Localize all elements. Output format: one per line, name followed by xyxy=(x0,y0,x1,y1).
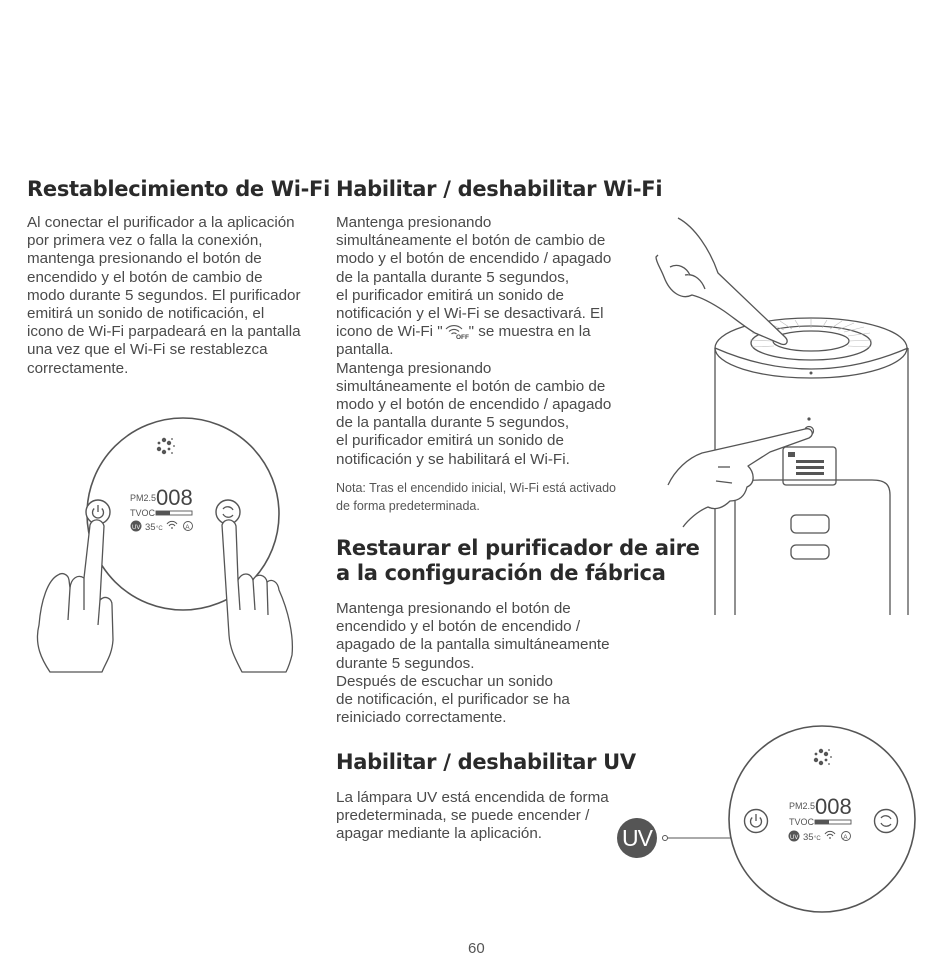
temp-value: 35 xyxy=(145,522,156,533)
text-line: Mantenga presionando xyxy=(336,214,492,231)
text-line: modo y el botón de encendido / apagado xyxy=(336,250,612,268)
text-line: de notificación, el purificador se ha xyxy=(336,691,570,709)
tvoc-bar-fill xyxy=(156,511,170,515)
purifier-press-illustration xyxy=(650,215,920,620)
wifi-toggle-text xyxy=(336,214,641,469)
text-line: predeterminada, se puede encender / xyxy=(336,807,590,825)
text-line: correctamente. xyxy=(27,359,129,377)
pm-label: PM2.5 xyxy=(130,493,157,503)
text-line: emitirá un sonido de notificación, el xyxy=(27,305,265,323)
uv-chip-label: UV xyxy=(790,835,799,841)
auto-chip-label: A xyxy=(185,524,190,531)
handle-top xyxy=(791,515,829,533)
icon-line-suffix: " se muestra en la xyxy=(468,323,591,341)
text-line: icono de Wi-Fi parpadeará en la pantalla xyxy=(27,323,301,341)
temp-unit: °C xyxy=(814,836,821,842)
pm-value: 008 xyxy=(815,794,852,819)
top-hand xyxy=(656,218,787,344)
wifi-icon-line xyxy=(336,323,641,341)
icon-line-prefix: icono de Wi-Fi " xyxy=(336,323,443,341)
text-line: Después de escuchar un sonido xyxy=(336,672,553,690)
title-line: a la configuración de fábrica xyxy=(336,561,666,585)
auto-chip-label: A xyxy=(843,834,848,841)
uv-chip-label: UV xyxy=(132,525,141,531)
text-line: encendido y el botón de encendido / xyxy=(336,618,581,636)
uv-toggle-title: Habilitar / deshabilitar UV xyxy=(336,750,636,774)
left-hand xyxy=(37,520,113,672)
text-line: por primera vez o falla la conexión, xyxy=(27,232,263,250)
text-line: el purificador emitirá un sonido de xyxy=(336,286,564,304)
temp-value: 35 xyxy=(803,832,814,843)
uv-toggle-text xyxy=(336,789,626,844)
pm-value: 008 xyxy=(156,485,193,510)
text-line: La lámpara UV está encendida de forma xyxy=(336,789,609,806)
text-line: una vez que el Wi-Fi se restablezca xyxy=(27,341,268,359)
text-line: el purificador emitirá un sonido de xyxy=(336,432,564,450)
text-line: de la pantalla durante 5 segundos, xyxy=(336,414,570,432)
text-line: durante 5 segundos. xyxy=(336,654,475,672)
temp-unit: °C xyxy=(156,526,163,532)
note-line: Nota: Tras el encendido inicial, Wi-Fi está activado xyxy=(336,481,616,495)
text-line: simultáneamente el botón de cambio de xyxy=(336,232,606,250)
text-line: apagado de la pantalla simultáneamente xyxy=(336,636,610,654)
text-line: de la pantalla durante 5 segundos, xyxy=(336,268,570,286)
text-line: pantalla. xyxy=(336,341,394,359)
text-line: modo y el botón de encendido / apagado xyxy=(336,396,612,414)
title-line: Restaurar el purificador de aire xyxy=(336,536,700,560)
text-line: notificación y el Wi-Fi se desactivará. El xyxy=(336,305,604,323)
text-line: reiniciado correctamente. xyxy=(336,709,507,727)
wifi-reset-title: Restablecimiento de Wi-Fi xyxy=(27,177,330,201)
uv-panel-illustration xyxy=(655,722,925,922)
text-line: mantenga presionando el botón de xyxy=(27,250,262,268)
page-number: 60 xyxy=(468,940,485,957)
side-hand xyxy=(668,429,812,527)
wifi-reset-text xyxy=(27,214,327,378)
tvoc-label: TVOC xyxy=(789,817,815,827)
wifi-note xyxy=(336,479,646,515)
tvoc-bar-fill xyxy=(815,820,829,824)
text-line: Mantenga presionando el botón de xyxy=(336,600,571,617)
handle-bottom xyxy=(791,545,829,559)
text-line: notificación y se habilitará el Wi-Fi. xyxy=(336,450,570,468)
text-line: simultáneamente el botón de cambio de xyxy=(336,377,606,395)
text-line: encendido y el botón de cambio de xyxy=(27,268,263,286)
wifi-off-label: OFF xyxy=(455,334,469,340)
control-panel-press-illustration xyxy=(20,410,310,675)
text-line: Mantenga presionando xyxy=(336,359,492,377)
pointer-dot xyxy=(663,836,668,841)
text-line: modo durante 5 segundos. El purificador xyxy=(27,286,301,304)
uv-badge: UV xyxy=(617,818,657,858)
text-line: Al conectar el purificador a la aplicación xyxy=(27,214,295,231)
wifi-toggle-title: Habilitar / deshabilitar Wi-Fi xyxy=(336,177,663,201)
text-line: apagar mediante la aplicación. xyxy=(336,825,543,843)
factory-reset-title xyxy=(336,536,700,586)
mode-button xyxy=(875,810,898,833)
wifi-off-icon xyxy=(443,323,469,339)
purifier-front-panel xyxy=(735,480,890,615)
pm-label: PM2.5 xyxy=(789,801,816,811)
factory-reset-text xyxy=(336,600,641,727)
note-line: de forma predeterminada. xyxy=(336,499,480,513)
tvoc-label: TVOC xyxy=(130,508,156,518)
